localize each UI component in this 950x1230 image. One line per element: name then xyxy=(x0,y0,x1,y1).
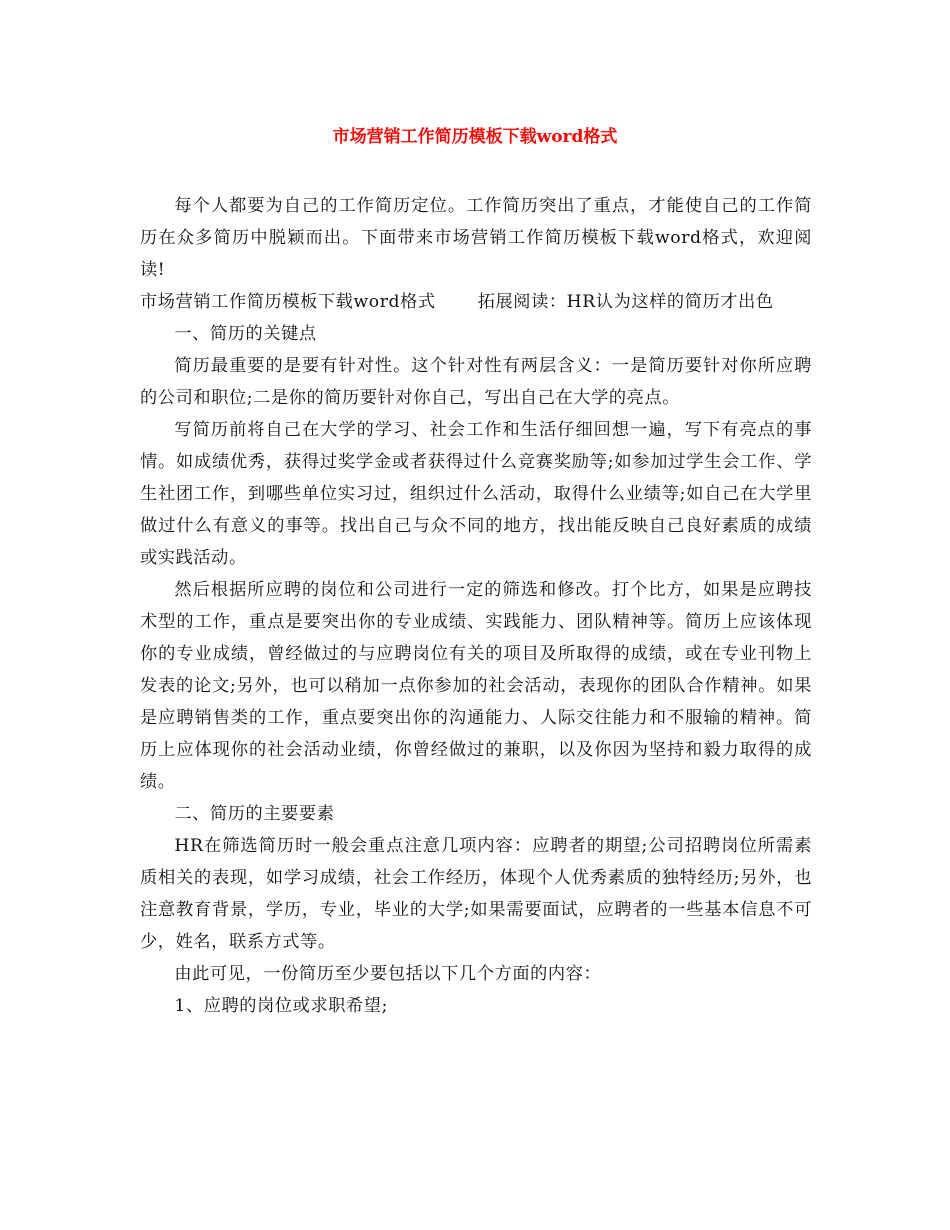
section2-paragraph-2: 由此可见，一份简历至少要包括以下几个方面的内容： xyxy=(174,964,602,984)
document-body xyxy=(140,190,812,1022)
section2-list-item-1: 1、应聘的岗位或求职希望; xyxy=(174,996,388,1016)
section1-paragraph-2: 写简历前将自己在大学的学习、社会工作和生活仔细回想一遍，写下有亮点的事情。如成绩优秀，获得过奖学金或者获得过什么竞赛奖励等;如参加过学生会工作、学生社团工作，到哪些单位实习过，组织过什么活动，取得什么业绩等;如自己在大学里做过什么有意义的事等。找出自己与众不同的地方，找出能反映自己良好素质的成绩或实践活动。 xyxy=(140,420,812,568)
section2-paragraph-1: HR在筛选简历时一般会重点注意几项内容：应聘者的期望;公司招聘岗位所需素质相关的表现，如学习成绩，社会工作经历，体现个人优秀素质的独特经历;另外，也注意教育背景，学历，专业，毕业的大学;如果需要面试，应聘者的一些基本信息不可少，姓名，联系方式等。 xyxy=(140,836,812,952)
section1-paragraph-1: 简历最重要的是要有针对性。这个针对性有两层含义：一是简历要针对你所应聘的公司和职位;二是你的简历要针对你自己，写出自己在大学的亮点。 xyxy=(140,356,812,408)
document-title: 市场营销工作简历模板下载word格式 xyxy=(332,127,618,147)
extended-reading-link[interactable]: 拓展阅读：HR认为这样的简历才出色 xyxy=(477,292,774,312)
section1-heading: 一、简历的关键点 xyxy=(174,324,317,344)
related-links-line xyxy=(140,286,812,318)
intro-paragraph: 每个人都要为自己的工作简历定位。工作简历突出了重点，才能使自己的工作简历在众多简历中脱颖而出。下面带来市场营销工作简历模板下载word格式，欢迎阅读! xyxy=(140,196,812,280)
section1-paragraph-3: 然后根据所应聘的岗位和公司进行一定的筛选和修改。打个比方，如果是应聘技术型的工作，重点是要突出你的专业成绩、实践能力、团队精神等。简历上应该体现你的专业成绩，曾经做过的与应聘岗位有关的项目及所取得的成绩，或在专业刊物上发表的论文;另外，也可以稍加一点你参加的社会活动，表现你的团队合作精神。如果是应聘销售类的工作，重点要突出你的沟通能力、人际交往能力和不服输的精神。简历上应体现你的社会活动业绩，你曾经做过的兼职，以及你因为坚持和毅力取得的成绩。 xyxy=(140,580,812,792)
related-article-link[interactable]: 市场营销工作简历模板下载word格式 xyxy=(140,292,436,312)
section2-heading: 二、简历的主要要素 xyxy=(174,804,335,824)
